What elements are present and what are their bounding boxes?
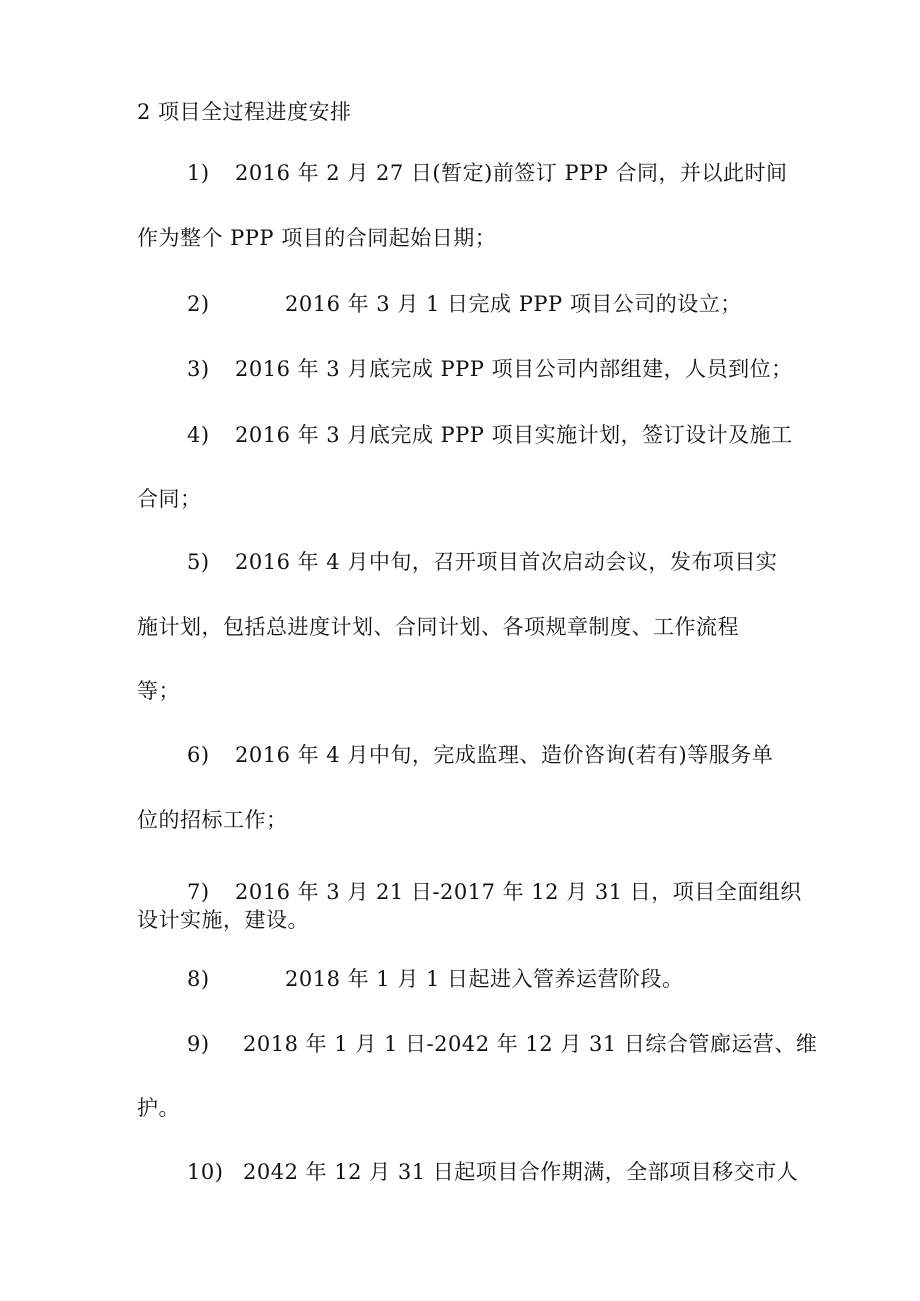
item-text: 2016 年 3 月 1 日完成 PPP 项目公司的设立； [285, 292, 742, 316]
item-text-continued: 等； [137, 679, 180, 703]
item-text: 2016 年 4 月中旬，完成监理、造价咨询(若有)等服务单 [235, 743, 774, 767]
item-number: 9) [187, 1032, 210, 1056]
item-number: 8) [187, 967, 210, 991]
item-number: 2) [187, 292, 210, 316]
item-text: 2016 年 3 月底完成 PPP 项目公司内部组建，人员到位； [235, 357, 793, 381]
item-text: 2018 年 1 月 1 日起进入管养运营阶段。 [285, 967, 684, 991]
item-text-continued: 位的招标工作； [137, 808, 288, 832]
item-number: 1) [187, 161, 210, 185]
item-number: 3) [187, 357, 210, 381]
item-number: 4) [187, 423, 210, 447]
item-text-continued: 施计划，包括总进度计划、合同计划、各项规章制度、工作流程 [137, 615, 739, 639]
item-text-continued: 护。 [137, 1096, 180, 1120]
item-number: 7) [187, 880, 210, 904]
item-text: 2016 年 3 月底完成 PPP 项目实施计划，签订设计及施工 [235, 423, 793, 447]
item-text: 2042 年 12 月 31 日起项目合作期满，全部项目移交市人 [243, 1160, 799, 1184]
item-text-continued: 合同； [137, 487, 202, 511]
item-number: 5) [187, 550, 210, 574]
item-number: 6) [187, 743, 210, 767]
item-text-continued: 设计实施，建设。 [137, 908, 309, 932]
item-text-continued: 作为整个 PPP 项目的合同起始日期； [137, 226, 497, 250]
item-text: 2016 年 2 月 27 日(暂定)前签订 PPP 合同，并以此时间 [235, 161, 788, 185]
item-text: 2016 年 3 月 21 日-2017 年 12 月 31 日，项目全面组织 [235, 880, 802, 904]
item-text: 2016 年 4 月中旬，召开项目首次启动会议，发布项目实 [235, 550, 778, 574]
item-text: 2018 年 1 月 1 日-2042 年 12 月 31 日综合管廊运营、维 [243, 1032, 818, 1056]
section-heading: 2 项目全过程进度安排 [137, 100, 352, 124]
item-number: 10) [187, 1160, 224, 1184]
